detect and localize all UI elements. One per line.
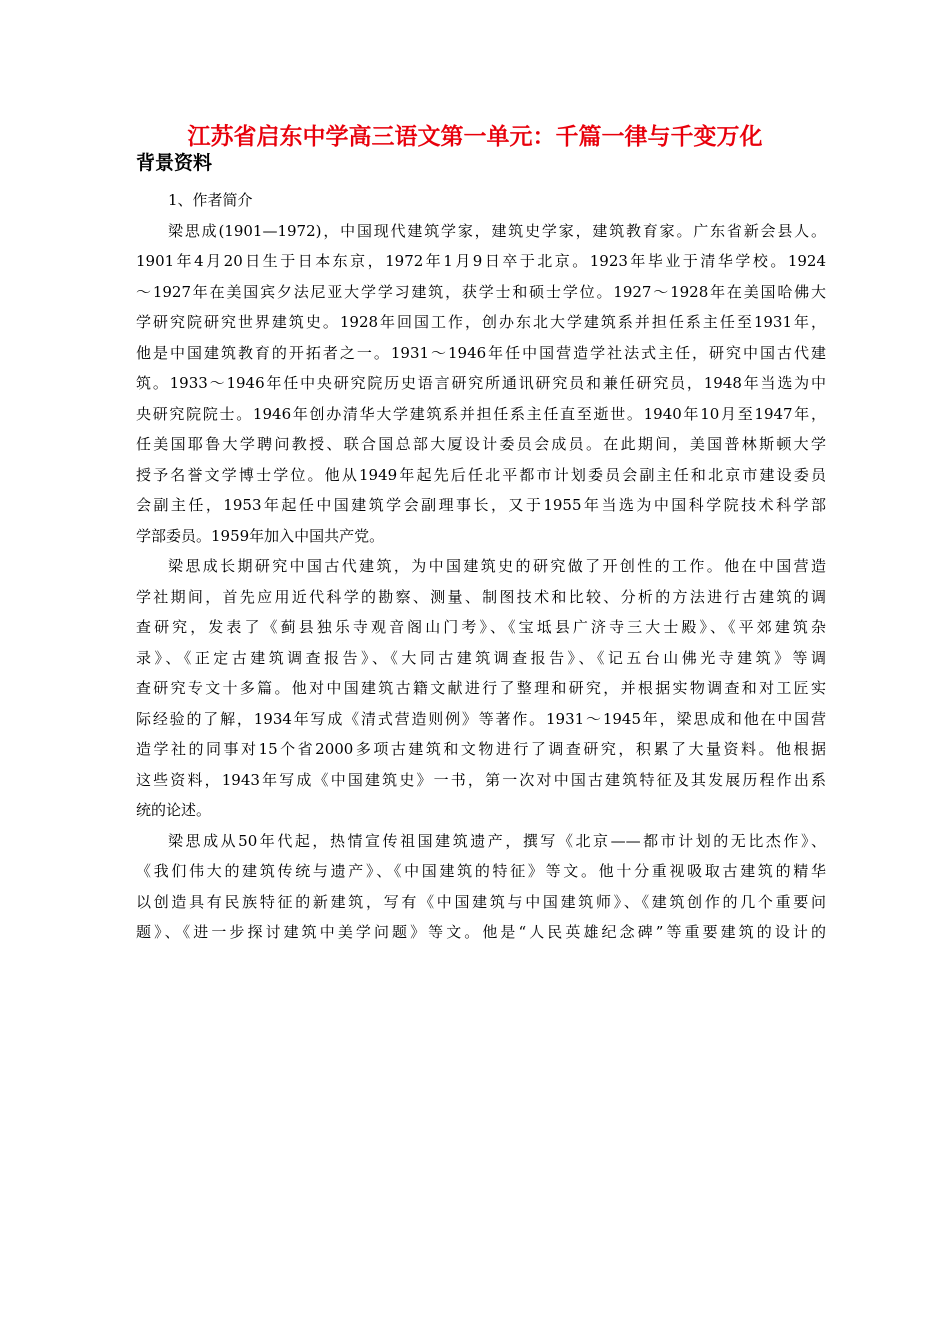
text-line: 学社期间，首先应用近代科学的勘察、测量、制图技术和比较、分析的方法进行古建筑的调 (136, 587, 826, 606)
document-title: 江苏省启东中学高三语文第一单元：千篇一律与千变万化 (187, 124, 763, 150)
text-line: 央研究院院士。1946年创办清华大学建筑系并担任系主任直至逝世。1940年10月至1947年， (136, 404, 826, 423)
text-line: 《我们伟大的建筑传统与遗产》、《中国建筑的特征》等文。他十分重视吸取古建筑的精华 (136, 862, 826, 880)
text-line: 查研究，发表了《蓟县独乐寺观音阁山门考》、《宝坻县广济寺三大士殿》、《平郊建筑杂 (136, 618, 826, 636)
text-line: 以创造具有民族特征的新建筑，写有《中国建筑与中国建筑师》、《建筑创作的几个重要问 (136, 892, 826, 911)
text-line: 统的论述。 (136, 801, 212, 819)
text-line: 他是中国建筑教育的开拓者之一。1931～1946年任中国营造学社法式主任，研究中国古代建 (136, 343, 826, 362)
text-line: 会副主任，1953年起任中国建筑学会副理事长，又于1955年当选为中国科学院技术科学部 (136, 496, 826, 514)
text-line: 梁思成长期研究中国古代建筑，为中国建筑史的研究做了开创性的工作。他在中国营造 (168, 557, 826, 575)
text-line: 1901年4月20日生于日本东京，1972年1月9日卒于北京。1923年毕业于清华学校。1924 (136, 252, 826, 270)
text-line: ～1927年在美国宾夕法尼亚大学学习建筑，获学士和硕士学位。1927～1928年在美国哈佛大 (136, 282, 826, 301)
text-line: 授予名誉文学博士学位。他从1949年起先后任北平都市计划委员会副主任和北京市建设委员 (136, 465, 826, 484)
text-line: 题》、《进一步探讨建筑中美学问题》等文。他是“人民英雄纪念碑”等重要建筑的设计的 (136, 923, 826, 941)
text-line: 学部委员。1959年加入中国共产党。 (136, 526, 385, 545)
section-heading: 背景资料 (136, 152, 213, 174)
text-line: 筑。1933～1946年任中央研究院历史语言研究所通讯研究员和兼任研究员，1948年当选为中 (136, 374, 826, 392)
text-line: 学研究院研究世界建筑史。1928年回国工作，创办东北大学建筑系并担任系主任至1931年， (136, 313, 826, 331)
text-line: 任美国耶鲁大学聘问教授、联合国总部大厦设计委员会成员。在此期间，美国普林斯顿大学 (136, 435, 826, 453)
text-line: 造学社的同事对15个省2000多项古建筑和文物进行了调查研究，积累了大量资料。他根据 (136, 740, 826, 758)
text-line: 这些资料，1943年写成《中国建筑史》一书，第一次对中国古建筑特征及其发展历程作出系 (136, 770, 826, 789)
body-text (136, 185, 826, 948)
text-line: 梁思成从50年代起，热情宣传祖国建筑遗产，撰写《北京——都市计划的无比杰作》、 (168, 831, 826, 850)
text-line: 录》、《正定古建筑调查报告》、《大同古建筑调查报告》、《记五台山佛光寺建筑》等调 (136, 648, 826, 667)
text-line: 梁思成(1901—1972)，中国现代建筑学家，建筑史学家，建筑教育家。广东省新会县人。 (168, 221, 826, 240)
text-line: 际经验的了解，1934年写成《清式营造则例》等著作。1931～1945年，梁思成和他在中国营 (136, 709, 826, 728)
text-line: 1、作者简介 (168, 191, 253, 209)
text-line: 查研究专文十多篇。他对中国建筑古籍文献进行了整理和研究，并根据实物调查和对工匠实 (136, 679, 826, 697)
